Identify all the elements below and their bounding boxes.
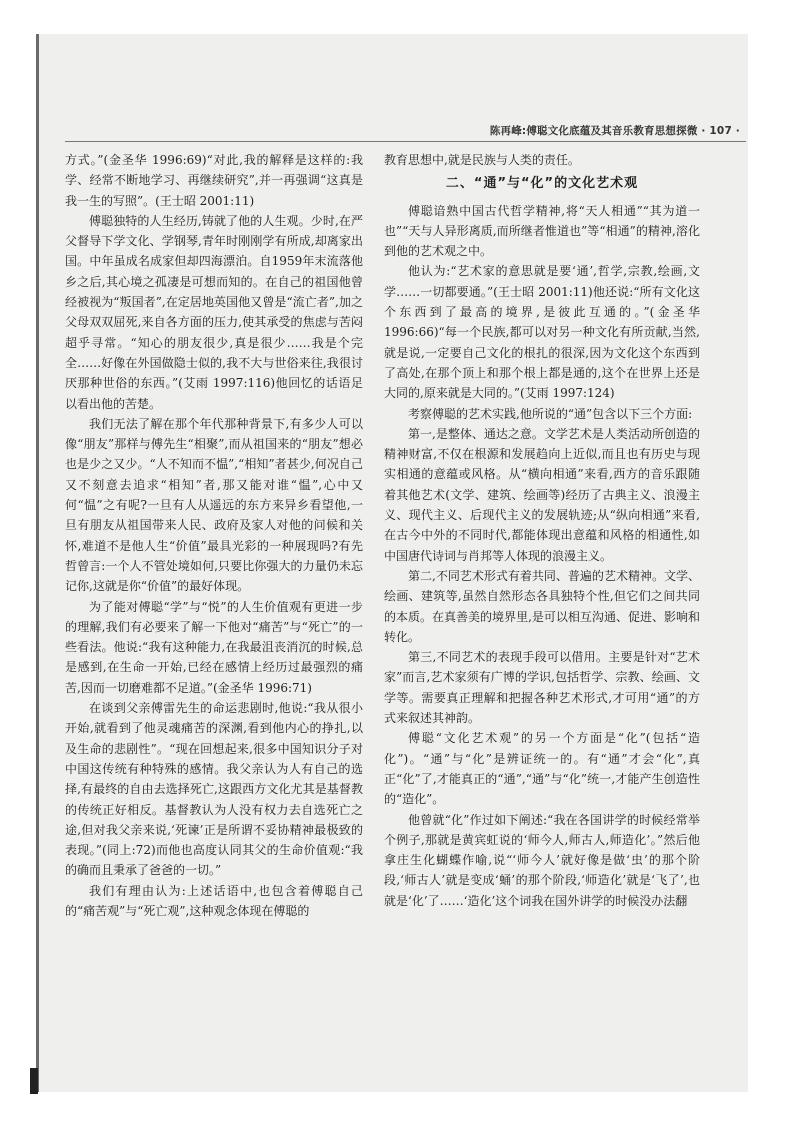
paragraph: 第一,是整体、通达之意。文学艺术是人类活动所创造的精神财富,不仅在根源和发展趋向上近似,而且也有历史与现实相通的意蕴或风格。从“横向相通”来看,西方的音乐跟随着其他艺术(文学、建筑、绘画等)经历了古典主义、浪漫主义、现代主义、后现代主义的发展轨迹;从“纵向相通”来看,在古今中外的不同时代,都能体现出意蕴和风格的相通性,如中国唐代诗词与肖邦等人体现的浪漫主义。 [384,426,700,563]
paragraph: 我们有理由认为:上述话语中,也包含着傅聪自己的“痛苦观”与“死亡观”,这种观念体现在傅聪的 [65,883,363,918]
right-column [384,150,700,911]
paragraph: 傅聪独特的人生经历,铸就了他的人生观。少时,在严父督导下学文化、学钢琴,青年时刚刚学有所成,却离家出国。中年虽成名成家但却四海漂泊。自1959年末流落他乡之后,其心境之孤凄是可想而知的。在自己的祖国他曾经被视为“叛国者”,在定居地英国他又曾是“流亡者”,加之父母双双屈死,来自各方面的压力,使其承受的焦虑与苦闷超乎寻常。“知心的朋友很少,真是很少……我是个完全……好像在外国做隐士似的,我不大与世俗来往,我很讨厌那种世俗的东西。”(艾雨 1997:116)他回忆的话语足以看出他的苦楚。 [65,213,363,411]
paragraph: 我们无法了解在那个年代那种背景下,有多少人可以像“朋友”那样与傅先生“相聚”,而从祖国来的“朋友”想必也是少之又少。“人不知而不愠”,“相知”者甚少,何况自己又不刻意去追求“相知”者,那又能对谁“愠”,心中又何“愠”之有呢?一旦有人从遥远的东方来异乡看望他,一旦有朋友从祖国带来人民、政府及家人对他的问候和关怀,难道不是他人生“价值”最具光彩的一种展现吗?有先哲曾言:一个人不管处境如何,只要比你强大的力量仍未忘记你,这就是你“价值”的最好体现。 [65,416,363,594]
paragraph: 为了能对傅聪“学”与“悦”的人生价值观有更进一步的理解,我们有必要来了解一下他对“痛苦”与“死亡”的一些看法。他说:“我有这种能力,在我最沮丧消沉的时候,总是感到,在生命一开始,已经在感情上经历过最强烈的痛苦,因而一切磨难都不足道。”(金圣华 1996:71) [65,599,363,695]
paragraph: 教育思想中,就是民族与人类的责任。 [384,153,580,167]
paragraph: 他认为:“艺术家的意思就是要‘通’,哲学,宗教,绘画,文学……一切都要通。”(王士昭 2001:11)他还说:“所有文化这个东西到了最高的境界,是彼此互通的。”(金圣华 1996:66)“每一个民族,都可以对另一种文化有所贡献,当然,就是说,一定要自己文化的根扎的很深,因为文化这个东西到了高处,在那个顶上和那个根上都是通的,这个在世界上还是大同的,原来就是大同的。”(艾雨 1997:124) [384,264,700,401]
section-title: 二、“通”与“化”的文化艺术观 [445,176,639,192]
paragraph: 第二,不同艺术形式有着共同、普遍的艺术精神。文学、绘画、建筑等,虽然自然形态各具独特个性,但它们之间共同的本质。在真善美的境界里,是可以相互沟通、促进、影响和转化。 [384,568,700,644]
left-column [65,150,363,921]
paragraph: 他曾就“化”作过如下阐述:“我在各国讲学的时候经常举个例子,那就是黄宾虹说的‘师今人,师古人,师造化’。”然后他拿庄生化蝴蝶作喻,说“‘师今人’就好像是做‘虫’的那个阶段,‘师古人’就是变成‘蛹’的那个阶段,‘师造化’就是‘飞了’,也就是‘化’了……‘造化’这个词我在国外讲学的时候没办法翻 [384,812,700,908]
paragraph: 第三,不同艺术的表现手段可以借用。主要是针对“艺术家”而言,艺术家须有广博的学识,包括哲学、宗教、绘画、文学等。需要真正理解和把握各种艺术形式,才可用“通”的方式来叙述其神韵。 [384,650,700,726]
running-head: 陈再峰:傅聪文化底蕴及其音乐教育思想探微 · 107 · [489,125,740,137]
paragraph: 傅聪“文化艺术观”的另一个方面是“化”(包括“造化”)。“通”与“化”是辨证统一的。有“通”才会“化”,真正“化”了,才能真正的“通”,“通”与“化”统一,才能产生创造性的“造化”。 [384,731,700,807]
paragraph: 方式。”(金圣华 1996:69)“对此,我的解释是这样的:我学、经常不断地学习、再继续研究”,并一再强调“这真是我一生的写照”。(王士昭 2001:11) [65,153,363,208]
paragraph: 傅聪谙熟中国古代哲学精神,将“天人相通”“其为道一也”“天与人异形离质,而所继者惟道也”等“相通”的精神,溶化到他的艺术观之中。 [384,203,700,259]
paragraph: 考察傅聪的艺术实践,他所说的“通”包含以下三个方面: [408,406,693,421]
header-rule [65,141,746,142]
paragraph: 在谈到父亲傅雷先生的命运悲剧时,他说:“我从很小开始,就看到了他灵魂痛苦的深渊,看到他内心的挣扎,以及生命的悲剧性”。“现在回想起来,很多中国知识分子对中国这传统有种特殊的感情。我父亲认为人有自己的选择,有最终的自由去选择死亡,这跟西方文化尤其是基督教的传统正好相反。基督教认为人没有权力去自选死亡之途,但对我父亲来说,‘死谏’正是所谓不妥协精神最极致的表现。”(同上:72)而他也高度认同其父的生命价值观:“我的确而且秉承了爸爸的一切。” [65,701,363,878]
page-edge-shadow [30,1068,38,1094]
